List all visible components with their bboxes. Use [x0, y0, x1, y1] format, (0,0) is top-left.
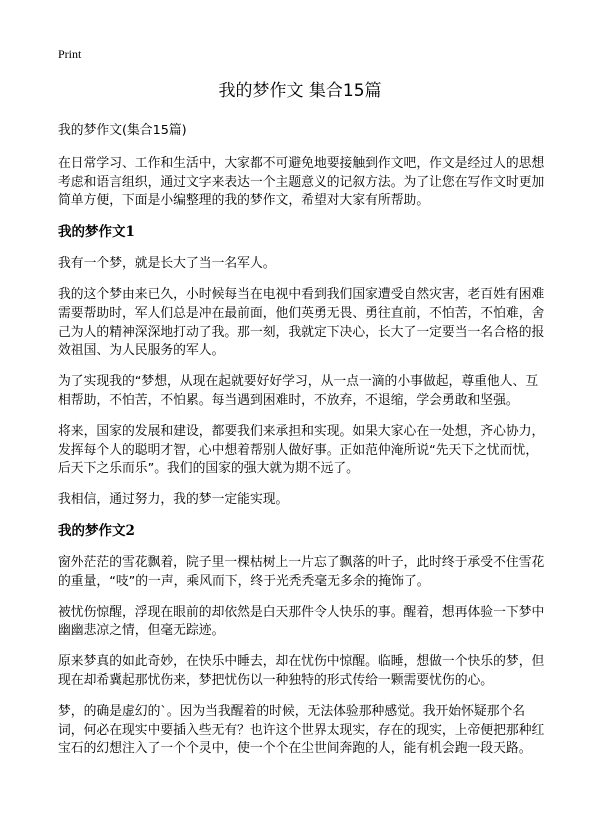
print-link[interactable]: Print	[58, 47, 82, 61]
paragraph: 我的这个梦由来已久，小时候每当在电视中看到我们国家遭受自然灾害，老百姓有困难需要帮助时，军人们总是冲在最前面，他们英勇无畏、勇往直前，不怕苦，不怕难，舍己为人的精神深深地打动了我。那一刻，我就定下决心，长大了一定要当一名合格的报效祖国、为人民服务的军人。	[58, 286, 545, 359]
page-title: 我的梦作文 集合15篇	[218, 81, 382, 101]
paragraph: 我有一个梦，就是长大了当一名军人。	[58, 256, 276, 272]
paragraph: 被忧伤惊醒，浮现在眼前的却依然是白天那件令人快乐的事。醒着，想再体验一下梦中幽幽悲凉之情，但毫无踪迹。	[58, 604, 545, 639]
paragraph: 我相信，通过努力，我的梦一定能实现。	[58, 492, 289, 508]
intro-paragraph: 在日常学习、工作和生活中，大家都不可避免地要接触到作文吧，作文是经过人的思想考虑和语言组织，通过文字来表达一个主题意义的记叙方法。为了让您在写作文时更加简单方便，下面是小编整理的我的梦作文，希望对大家有所帮助。	[58, 155, 545, 209]
paragraph: 梦，的确是虚幻的`。因为当我醒着的时候，无法体验那种感觉。我开始怀疑那个名词，何必在现实中要插入些无有？也许这个世界太现实，存在的现实，上帝便把那种红宝石的幻想注入了一个个灵中，使一个个在尘世间奔跑的人，能有机会跑一段天路。	[58, 703, 545, 757]
article-body	[58, 122, 548, 771]
section-heading: 我的梦作文2	[58, 522, 135, 539]
paragraph: 为了实现我的“梦想，从现在起就要好好学习，从一点一滴的小事做起，尊重他人、互相帮助，不怕苦，不怕累。每当遇到困难时，不放弃，不退缩，学会勇敢和坚强。	[58, 374, 539, 408]
section-heading: 我的梦作文1	[58, 224, 135, 241]
paragraph: 原来梦真的如此奇妙，在快乐中睡去，却在忧伤中惊醒。临睡，想做一个快乐的梦，但现在却希冀起那忧伤来，梦把忧伤以一种独特的形式传给一颗需要忧伤的心。	[58, 654, 545, 688]
paragraph: 将来，国家的发展和建设，都要我们来承担和实现。如果大家心在一处想，齐心协力，发挥每个人的聪明才智，心中想着帮别人做好事。正如范仲淹所说“先天下之忧而忧，后天下之乐而乐”。我们的国家的强大就为期不远了。	[58, 423, 545, 477]
article-subtitle: 我的梦作文(集合15篇)	[58, 123, 187, 138]
paragraph: 窗外茫茫的雪花飘着，院子里一棵枯树上一片忘了飘落的叶子，此时终于承受不住雪花的重量，“吱”的一声，乘风而下，终于光秃秃毫无多余的掩饰了。	[58, 554, 545, 589]
